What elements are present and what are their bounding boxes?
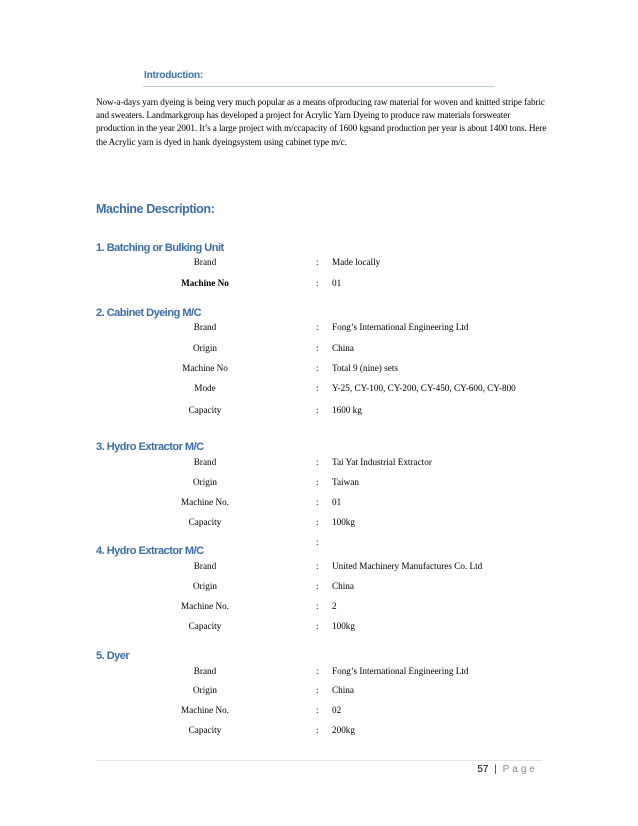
spec-label: Machine No [181, 278, 229, 288]
machine-description-title: Machine Description: [96, 202, 215, 216]
spec-value: 2 [332, 601, 337, 611]
spec-colon: : [316, 322, 319, 332]
spec-colon: : [316, 666, 319, 676]
spec-value: Taiwan [332, 477, 359, 487]
spec-colon: : [316, 561, 319, 571]
spec-label: Origin [193, 685, 217, 695]
spec-value: 02 [332, 705, 342, 715]
footer-separator: | [494, 764, 497, 775]
spec-colon: : [316, 457, 319, 467]
spec-colon: : [316, 621, 319, 631]
spec-value: United Machinery Manufactures Co. Ltd [332, 561, 483, 571]
section-heading-batching-unit: 1. Batching or Bulking Unit [96, 242, 224, 254]
spec-colon: : [316, 705, 319, 715]
spec-value: Total 9 (nine) sets [332, 363, 398, 373]
spec-colon: : [316, 725, 319, 735]
spec-colon: : [316, 363, 319, 373]
spec-label: Machine No. [181, 705, 229, 715]
spec-label: Brand [193, 457, 217, 467]
spec-label: Origin [193, 581, 217, 591]
section-heading-cabinet-dyeing: 2. Cabinet Dyeing M/C [96, 307, 202, 319]
spec-value: Y-25, CY-100, CY-200, CY-450, CY-600, CY-800 [332, 383, 516, 393]
spec-label: Origin [193, 343, 217, 353]
introduction-paragraph: Now-a-days yarn dyeing is being very much popular as a means ofproducing raw material for woven and knitted stripe fabric and sweaters. Landmarkgroup has developed a project for Acrylic Yarn Dyeing to produce raw materials forsweater production in the year 2001. It’s a large project with m/ccapacity of 1600 kgsand production per year is about 1400 tons. Here the Acrylic yarn is dyed in hank dyeingsystem using cabinet type m/c. [96, 97, 547, 147]
spec-value: Fong’s International Engineering Ltd [332, 322, 469, 332]
spec-label: Capacity [188, 621, 222, 631]
spec-colon: : [316, 685, 319, 695]
spec-colon: : [316, 517, 319, 527]
spec-colon: : [316, 343, 319, 353]
spec-value: Tai Yat Industrial Extractor [332, 457, 432, 467]
footer-rule [96, 760, 542, 761]
spec-label: Brand [193, 257, 217, 267]
spec-label: Machine No. [181, 601, 229, 611]
page-number: 57 [477, 764, 489, 775]
spec-label: Origin [193, 477, 217, 487]
spec-colon: : [316, 278, 319, 288]
spec-value: 200kg [332, 725, 355, 735]
spec-value: China [332, 343, 354, 353]
spec-value: 01 [332, 278, 342, 288]
introduction-rule [143, 86, 495, 87]
spec-colon: : [316, 601, 319, 611]
spec-value: China [332, 581, 354, 591]
spec-value: China [332, 685, 354, 695]
spec-label: Brand [193, 322, 217, 332]
spec-colon: : [316, 497, 319, 507]
spec-value: 1600 kg [332, 405, 362, 415]
section-heading-hydro-extractor-2: 4. Hydro Extractor M/C [96, 545, 204, 557]
spec-value: Made locally [332, 257, 381, 267]
page-footer [477, 764, 538, 775]
spec-label: Machine No [182, 363, 228, 373]
introduction-heading: Introduction: [144, 70, 204, 81]
spec-colon: : [316, 257, 319, 267]
spec-value: 100kg [332, 517, 355, 527]
spec-label: Machine No. [181, 497, 229, 507]
section-heading-dyer: 5. Dyer [96, 650, 130, 662]
spec-label: Brand [193, 666, 217, 676]
spec-colon: : [316, 477, 319, 487]
page-word: Page [502, 764, 538, 775]
spec-value: 01 [332, 497, 342, 507]
spec-value: Fong’s International Engineering Ltd [332, 666, 469, 676]
spec-label: Mode [194, 383, 216, 393]
spec-colon: : [316, 405, 319, 415]
section-heading-hydro-extractor-1: 3. Hydro Extractor M/C [96, 441, 204, 453]
spec-label: Capacity [188, 405, 222, 415]
spec-colon: : [316, 537, 319, 547]
spec-colon: : [316, 581, 319, 591]
spec-value: 100kg [332, 621, 355, 631]
spec-label: Capacity [188, 517, 222, 527]
spec-colon: : [316, 383, 319, 393]
spec-label: Brand [193, 561, 217, 571]
spec-label: Capacity [188, 725, 222, 735]
